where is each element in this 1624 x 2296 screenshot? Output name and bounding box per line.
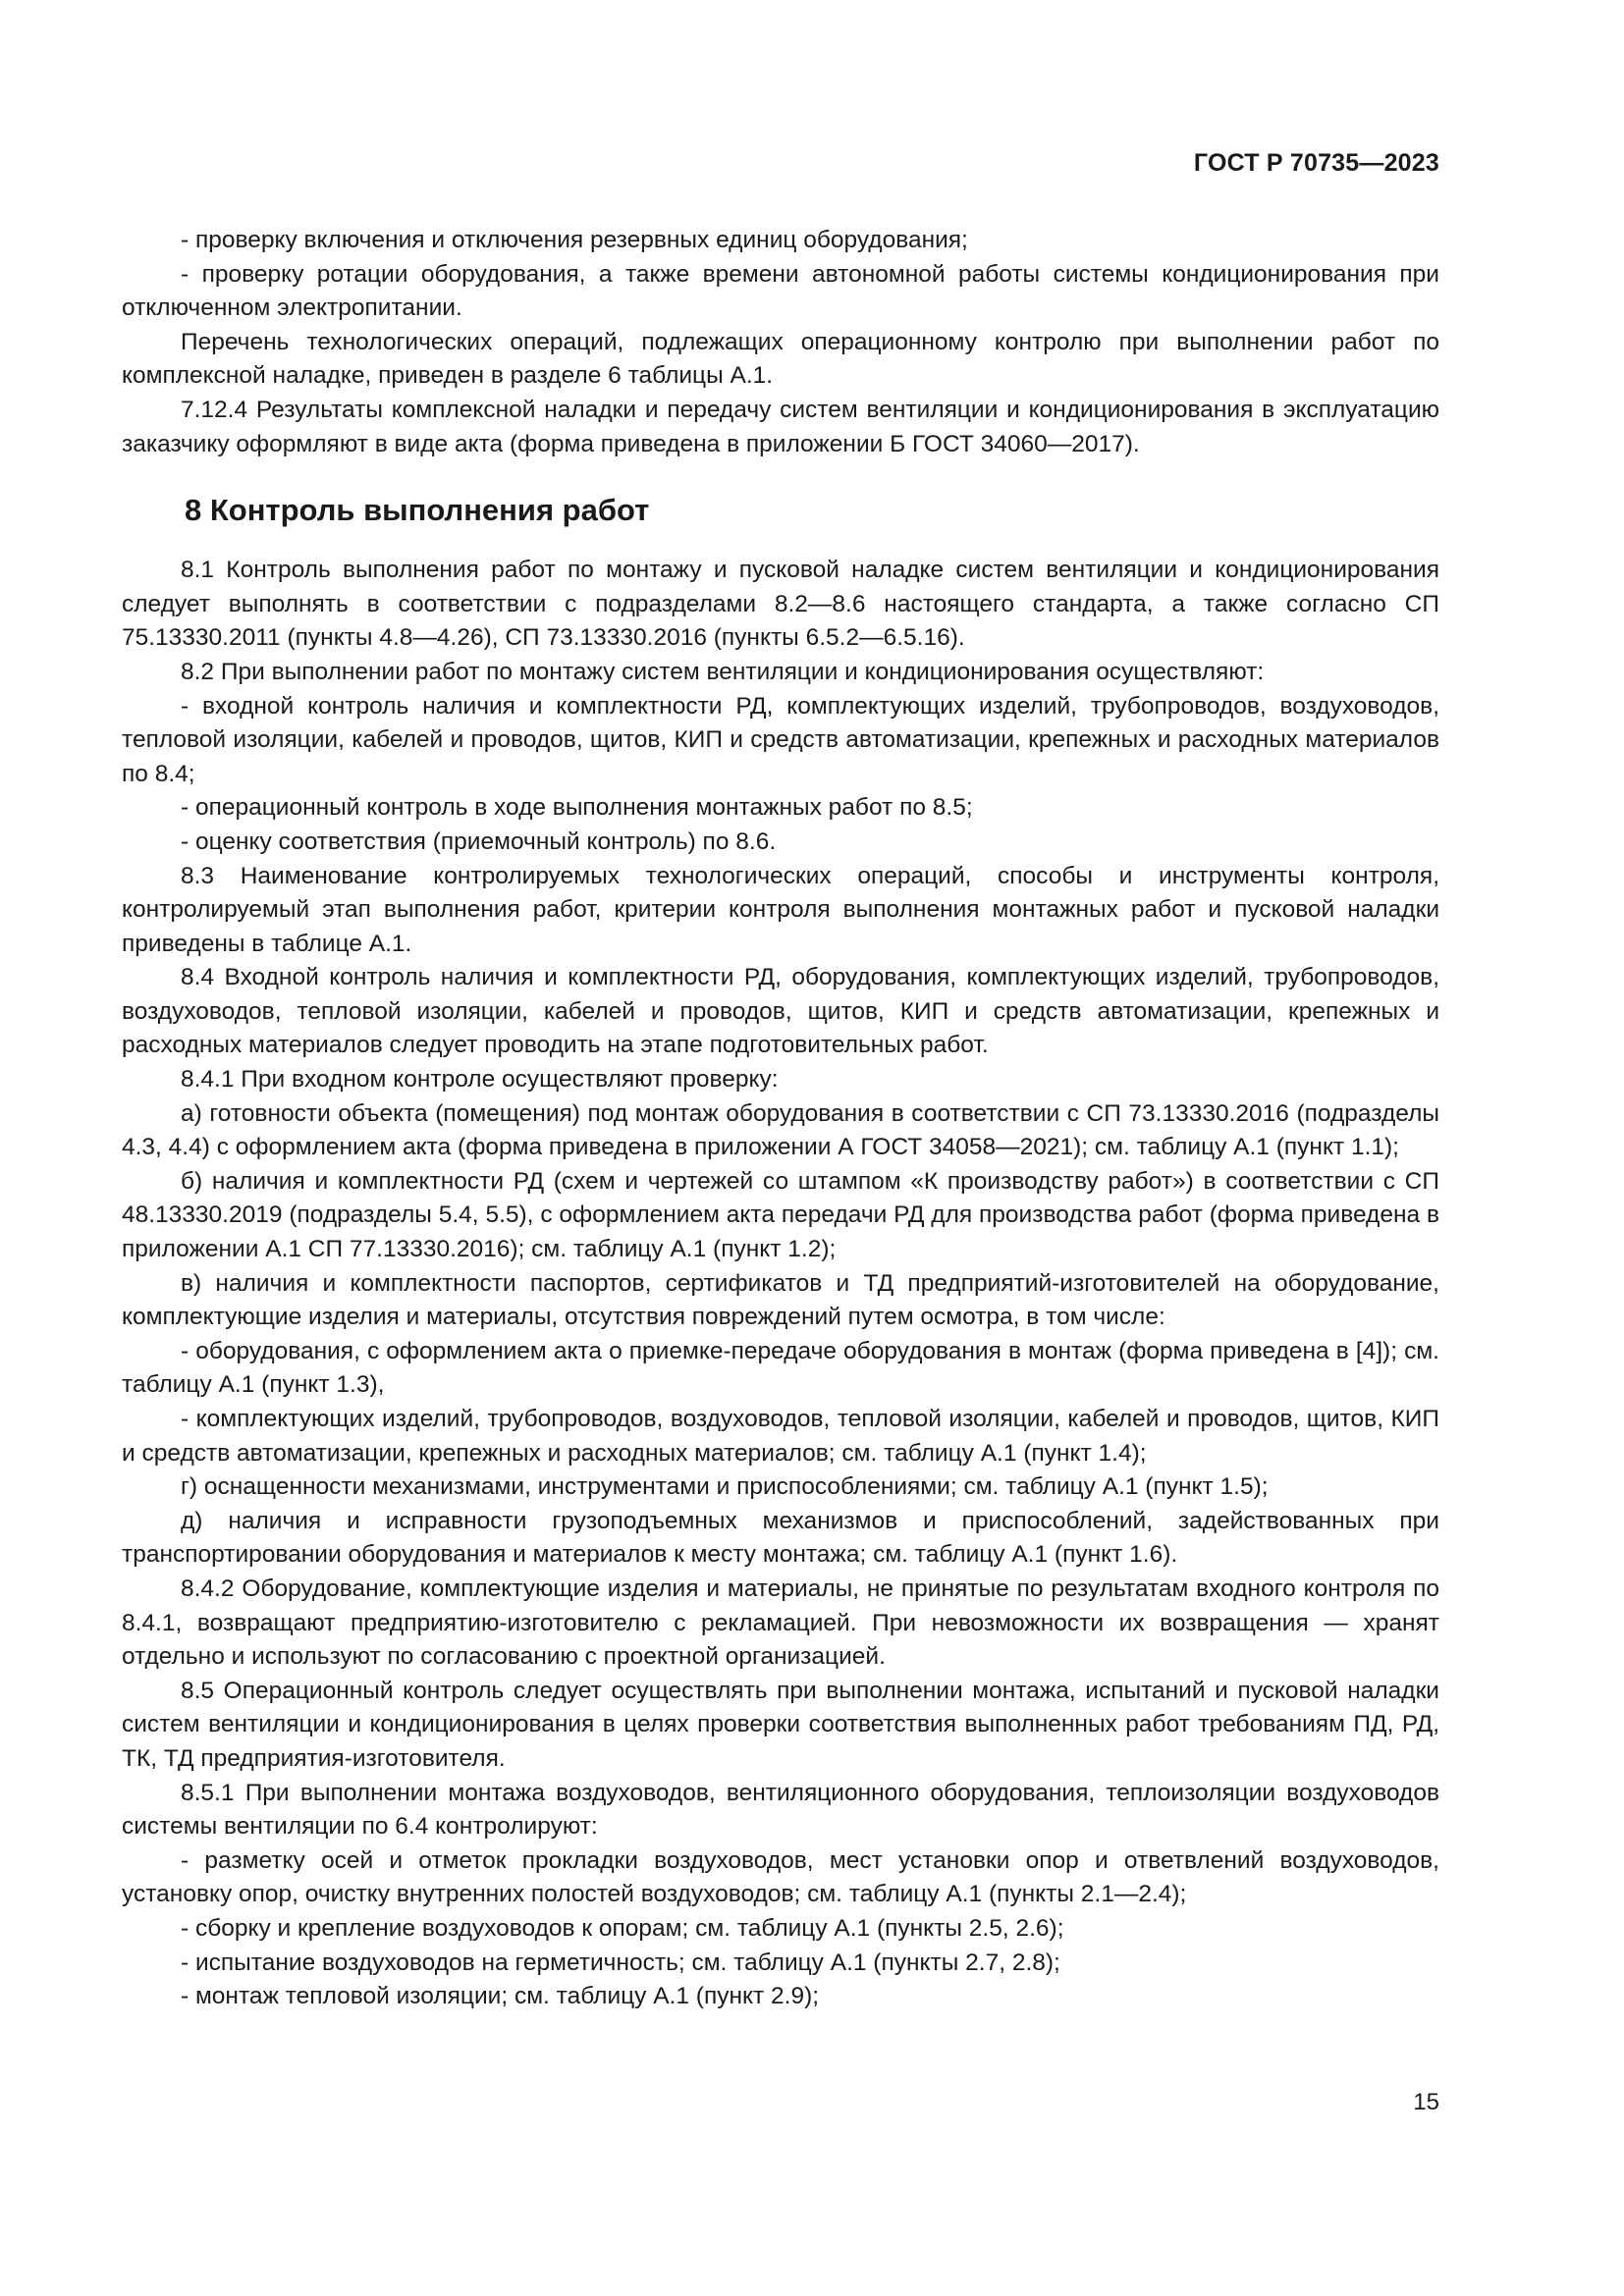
paragraph: - оборудования, с оформлением акта о приемке-передаче оборудования в монтаж (форма приведена в [4]); см. таблицу А.1 (пункт 1.3), [122,1337,1439,1399]
paragraph: 8.5.1 При выполнении монтажа воздуховодов, вентиляционного оборудования, теплоизоляции воздуховодов системы вентиляции по 6.4 контролируют: [122,1779,1439,1841]
paragraph: г) оснащенности механизмами, инструментами и приспособлениями; см. таблицу А.1 (пункт 1.5); [181,1473,1269,1501]
paragraph: - испытание воздуховодов на герметичность; см. таблицу А.1 (пункты 2.7, 2.8); [181,1949,1060,1976]
paragraph: 8.2 При выполнении работ по монтажу систем вентиляции и кондиционирования осуществляют: [181,658,1265,685]
document-body [122,224,1439,2014]
paragraph: - проверку включения и отключения резервных единиц оборудования; [181,227,968,253]
paragraph: - входной контроль наличия и комплектности РД, комплектующих изделий, трубопроводов, воздуховодов, тепловой изоляции, кабелей и проводов, щитов, КИП и средств автоматизации, крепежных и расходных материалов по 8.4; [122,692,1439,787]
paragraph: - разметку осей и отметок прокладки воздуховодов, мест установки опор и ответвлений воздуховодов, установку опор, очистку внутренних полостей воздуховодов; см. таблицу А.1 (пункты 2.1—2.4); [122,1846,1439,1908]
paragraph: 8.4.1 При входном контроле осуществляют проверку: [181,1066,779,1094]
paragraph: - проверку ротации оборудования, а также времени автономной работы системы кондиционирования при отключенном электропитании. [122,260,1439,322]
paragraph: в) наличия и комплектности паспортов, сертификатов и ТД предприятий-изготовителей на оборудование, комплектующие изделия и материалы, отсутствия повреждений путем осмотра, в том числе: [122,1269,1439,1331]
paragraph: д) наличия и исправности грузоподъемных механизмов и приспособлений, задействованных при транспортировании оборудования и материалов к месту монтажа; см. таблицу А.1 (пункт 1.6). [122,1507,1439,1569]
paragraph: 8.4 Входной контроль наличия и комплектности РД, оборудования, комплектующих изделий, трубопроводов, воздуховодов, тепловой изоляции, кабелей и проводов, щитов, КИП и средств автоматизации, крепежных и расходных материалов следует проводить на этапе подготовительных работ. [122,964,1439,1059]
page-number: 15 [1413,2089,1439,2115]
paragraph: - операционный контроль в ходе выполнения монтажных работ по 8.5; [181,794,973,822]
paragraph: 8.3 Наименование контролируемых технологических операций, способы и инструменты контроля, контролируемый этап выполнения работ, критерии контроля выполнения монтажных работ и пусковой наладки приведены в таблице А.1. [122,862,1439,957]
paragraph: а) готовности объекта (помещения) под монтаж оборудования в соответствии с СП 73.13330.2016 (подразделы 4.3, 4.4) с оформлением акта (форма приведена в приложении А ГОСТ 34058—2021); см. таблицу А.1 (пункт 1.1); [122,1099,1439,1161]
paragraph: - сборку и крепление воздуховодов к опорам; см. таблицу А.1 (пункты 2.5, 2.6); [181,1914,1064,1942]
paragraph: - монтаж тепловой изоляции; см. таблицу А.1 (пункт 2.9); [181,1983,820,2010]
paragraph: б) наличия и комплектности РД (схем и чертежей со штампом «К производству работ») в соответствии с СП 48.13330.2019 (подразделы 5.4, 5.5), с оформлением акта передачи РД для производства работ (форма приведена в приложении А.1 СП 77.13330.2016); см. таблицу А.1 (пункт 1.2); [122,1167,1439,1263]
section-heading: 8 Контроль выполнения работ [185,493,650,528]
paragraph: 8.1 Контроль выполнения работ по монтажу и пусковой наладке систем вентиляции и кондиционирования следует выполнять в соответствии с подразделами 8.2—8.6 настоящего стандарта, а также согласно СП 75.13330.2011 (пункты 4.8—4.26), СП 73.13330.2016 (пункты 6.5.2—6.5.16). [122,557,1439,652]
paragraph: - комплектующих изделий, трубопроводов, воздуховодов, тепловой изоляции, кабелей и проводов, щитов, КИП и средств автоматизации, крепежных и расходных материалов; см. таблицу А.1 (пункт 1.4); [122,1406,1439,1467]
page-header-standard: ГОСТ Р 70735—2023 [1193,149,1439,177]
paragraph: Перечень технологических операций, подлежащих операционному контролю при выполнении работ по комплексной наладке, приведен в разделе 6 таблицы А.1. [122,328,1439,390]
paragraph: - оценку соответствия (приемочный контроль) по 8.6. [181,828,777,855]
paragraph: 8.4.2 Оборудование, комплектующие изделия и материалы, не принятые по результатам входного контроля по 8.4.1, возвращают предприятию-изготовителю с рекламацией. При невозможности их возвращения — хранят отдельно и используют по согласованию с проектной организацией. [122,1575,1439,1671]
paragraph: 8.5 Операционный контроль следует осуществлять при выполнении монтажа, испытаний и пусковой наладки систем вентиляции и кондиционирования в целях проверки соответствия выполненных работ требованиям ПД, РД, ТК, ТД предприятия-изготовителя. [122,1677,1439,1772]
paragraph: 7.12.4 Результаты комплексной наладки и передачу систем вентиляции и кондиционирования в эксплуатацию заказчику оформляют в виде акта (форма приведена в приложении Б ГОСТ 34060—2017). [122,396,1439,457]
